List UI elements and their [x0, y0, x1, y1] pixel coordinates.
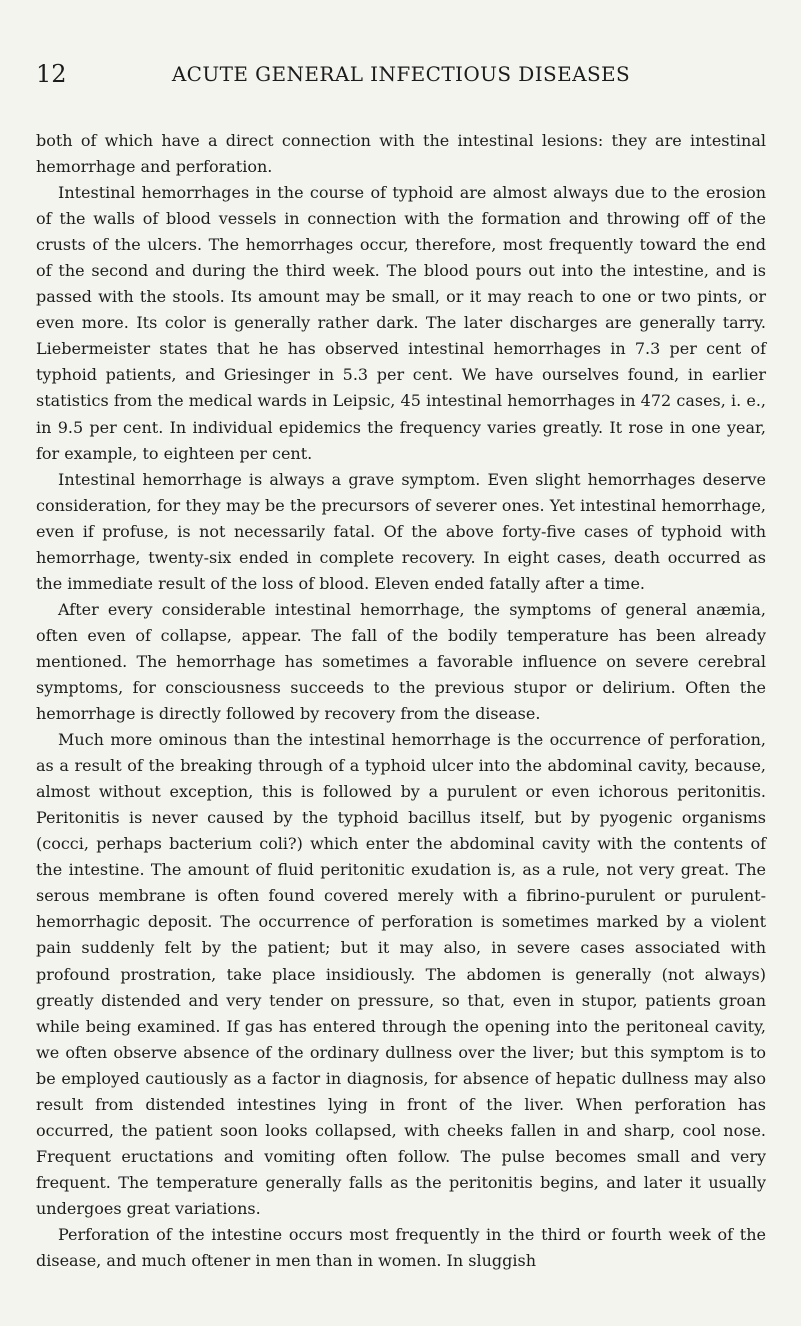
paragraph-hemorrhage-causes: Intestinal hemorrhages in the course of typhoid are almost always due to the erosion of the walls of blood vessels in connection with the formation and throwing off of the crusts of the ulcers. The hemorrhages occur, therefore, most frequently toward the end of the second and during the third week. The blood pours out into the intestine, and is passed with the stools. Its amount may be small, or it may reach to one or two pints, or even more. Its color is generally rather dark. The later discharges are generally tarry. Liebermeister states that he has observed intestinal hemorrhages in 7.3 per cent of typhoid patients, and Griesinger in 5.3 per cent. We have ourselves found, in earlier statistics from the medical wards in Leipsic, 45 intestinal hemorrhages in 472 cases, i. e., in 9.5 per cent. In individual epidemics the frequency varies greatly. It rose in one year, for example, to eighteen per cent. [36, 183, 766, 463]
page-number: 12 [36, 60, 67, 88]
running-title: ACUTE GENERAL INFECTIOUS DISEASES [171, 62, 631, 86]
paragraph-perforation-timing: Perforation of the intestine occurs most frequently in the third or fourth week of the disease, and much oftener in men than in women. In sluggish [36, 1224, 766, 1271]
paragraph-perforation: Much more ominous than the intestinal hemorrhage is the occurrence of perforation, as a result of the breaking through of a typhoid ulcer into the abdominal cavity, because, almost without exception, this is followed by a purulent or even ichorous peritonitis. Peritonitis is never caused by the typhoid bacillus itself, but by pyogenic organisms (cocci, perhaps bacterium coli?) which enter the abdominal cavity with the contents of the intestine. The amount of fluid peritonitic exudation is, as a rule, not very great. The serous membrane is often found covered merely with a fibrino-purulent or purulent-hemorrhagic deposit. The occurrence of perforation is sometimes marked by a violent pain suddenly felt by the patient; but it may also, in severe cases associated with profound prostration, take place insidiously. The abdomen is generally (not always) greatly distended and very tender on pressure, so that, even in stupor, patients groan while being examined. If gas has entered through the opening into the peritoneal cavity, we often observe absence of the ordinary dullness over the liver; but this symptom is to be employed cautiously as a factor in diagnosis, for absence of hepatic dullness may also result from distended intestines lying in front of the liver. When perforation has occurred, the patient soon looks collapsed, with cheeks fallen in and sharp, cool nose. Frequent eructations and vomiting often follow. The pulse becomes small and very frequent. The temperature generally falls as the peritonitis begins, and later it usually undergoes great variations. [36, 730, 766, 1218]
body-text [36, 128, 766, 1274]
paragraph-continuation: both of which have a direct connection with the intestinal lesions: they are intestinal hemorrhage and perforation. [36, 131, 766, 177]
paragraph-hemorrhage-gravity: Intestinal hemorrhage is always a grave symptom. Even slight hemorrhages deserve consideration, for they may be the precursors of severer ones. Yet intestinal hemorrhage, even if profuse, is not necessarily fatal. Of the above forty-five cases of typhoid with hemorrhage, twenty-six ended in complete recovery. In eight cases, death occurred as the immediate result of the loss of blood. Eleven ended fatally after a time. [36, 469, 766, 593]
paragraph-hemorrhage-symptoms: After every considerable intestinal hemorrhage, the symptoms of general anæmia, often even of collapse, appear. The fall of the bodily temperature has been already mentioned. The hemorrhage has sometimes a favorable influence on severe cerebral symptoms, for consciousness succeeds to the previous stupor or delirium. Often the hemorrhage is directly followed by recovery from the disease. [36, 599, 766, 724]
page-header [36, 58, 766, 90]
